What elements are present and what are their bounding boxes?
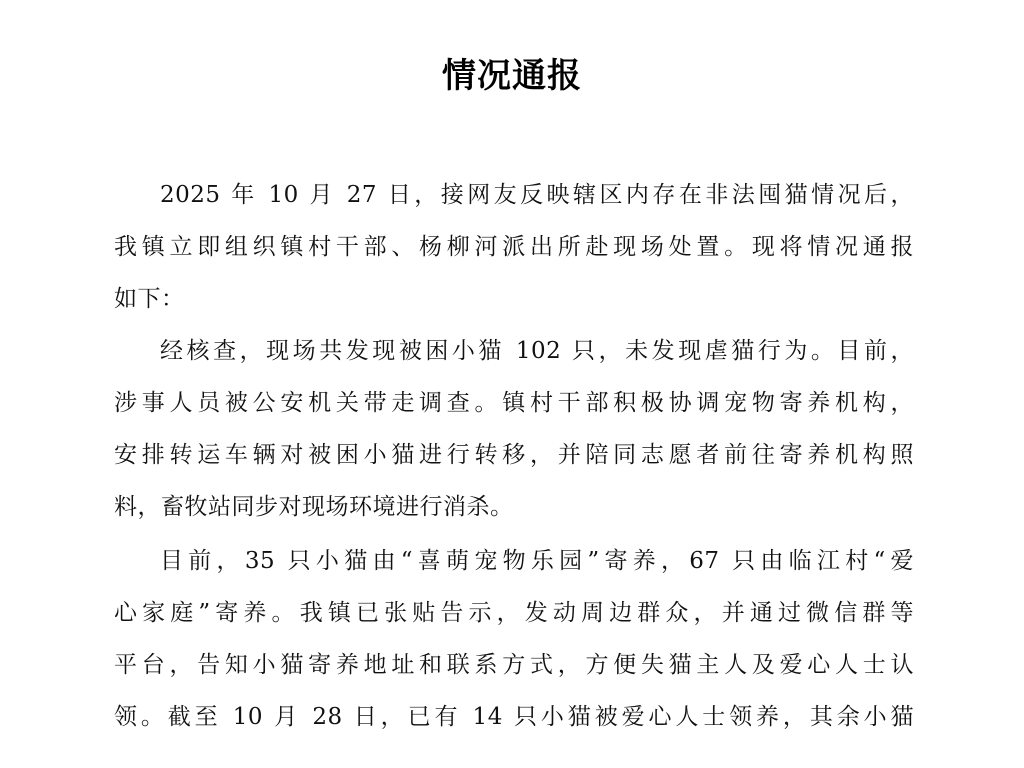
text-line: 2025 年 10 月 27 日，接网友反映辖区内存在非法囤猫情况后， xyxy=(160,182,914,208)
text-line: 料，畜牧站同步对现场环境进行消杀。 xyxy=(114,494,514,520)
document-title: 情况通报 xyxy=(442,56,582,96)
text-line: 心家庭”寄养。我镇已张贴告示，发动周边群众，并通过微信群等 xyxy=(114,600,914,626)
text-line: 经核查，现场共发现被困小猫 102 只，未发现虐猫行为。目前， xyxy=(160,338,914,364)
text-line: 我镇立即组织镇村干部、杨柳河派出所赴现场处置。现将情况通报 xyxy=(114,234,914,260)
text-line: 领。截至 10 月 28 日，已有 14 只小猫被爱心人士领养，其余小猫 xyxy=(114,704,914,730)
text-line: 如下： xyxy=(114,286,185,312)
text-line: 平台，告知小猫寄养地址和联系方式，方便失猫主人及爱心人士认 xyxy=(114,652,914,678)
text-line: 安排转运车辆对被困小猫进行转移，并陪同志愿者前往寄养机构照 xyxy=(114,442,914,468)
text-line: 目前，35 只小猫由“喜萌宠物乐园”寄养，67 只由临江村“爱 xyxy=(160,548,914,574)
text-line: 涉事人员被公安机关带走调查。镇村干部积极协调宠物寄养机构， xyxy=(114,390,914,416)
